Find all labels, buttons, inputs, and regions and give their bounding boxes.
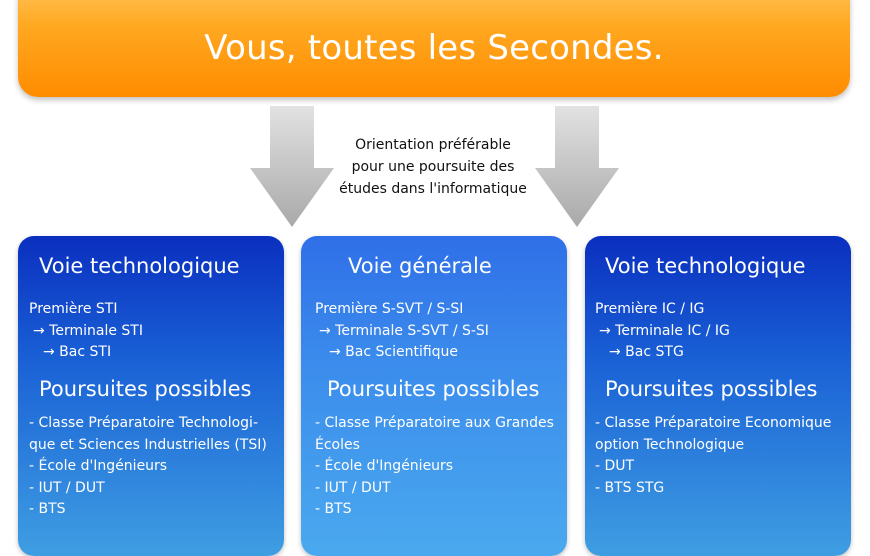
card-voie-generale (301, 236, 567, 556)
list-item: - IUT / DUT (315, 479, 391, 496)
path-step: → Terminale IC / IG (599, 322, 730, 339)
card-list (315, 413, 554, 521)
path-step: Première S-SVT / S-SI (315, 301, 464, 317)
orientation-note (318, 134, 548, 200)
card-subtitle: Poursuites possibles (39, 377, 252, 401)
list-item: - Classe Préparatoire Economique (595, 415, 832, 431)
card-title: Voie générale (348, 254, 492, 278)
card-path (595, 299, 730, 364)
header-banner (18, 0, 850, 97)
card-voie-technologique-stg (585, 236, 851, 556)
path-step: → Bac Scientifique (329, 344, 459, 360)
orientation-note-line: Orientation préférable (355, 137, 511, 153)
list-item: - Classe Préparatoire Technologi- (29, 415, 258, 431)
path-step: Première STI (29, 301, 118, 317)
list-item: Écoles (315, 436, 360, 453)
list-item: option Technologique (595, 436, 745, 453)
list-item: - BTS (315, 501, 352, 517)
list-item: - BTS (29, 501, 66, 517)
orientation-note-line: pour une poursuite des (351, 159, 515, 175)
path-step: → Bac STI (43, 344, 112, 360)
card-path (29, 299, 143, 364)
card-path (315, 299, 489, 364)
path-step: → Terminale STI (33, 322, 143, 339)
list-item: - Classe Préparatoire aux Grandes (315, 415, 554, 431)
path-step: → Terminale S-SVT / S-SI (319, 322, 489, 339)
path-step: Première IC / IG (595, 301, 705, 317)
card-subtitle: Poursuites possibles (605, 377, 818, 401)
list-item: - École d'Ingénieurs (29, 458, 168, 474)
list-item: - École d'Ingénieurs (315, 458, 454, 474)
card-title: Voie technologique (605, 254, 806, 278)
header-title: Vous, toutes les Secondes. (204, 28, 664, 68)
list-item: que et Sciences Industrielles (TSI) (29, 436, 267, 453)
card-title: Voie technologique (39, 254, 240, 278)
path-step: → Bac STG (609, 344, 684, 360)
card-voie-technologique-sti (18, 236, 284, 556)
card-list (595, 413, 831, 499)
card-list (29, 413, 267, 521)
card-subtitle: Poursuites possibles (327, 377, 540, 401)
list-item: - IUT / DUT (29, 479, 105, 496)
list-item: - BTS STG (595, 479, 665, 496)
list-item: - DUT (595, 458, 635, 474)
orientation-note-line: études dans l'informatique (339, 181, 527, 197)
